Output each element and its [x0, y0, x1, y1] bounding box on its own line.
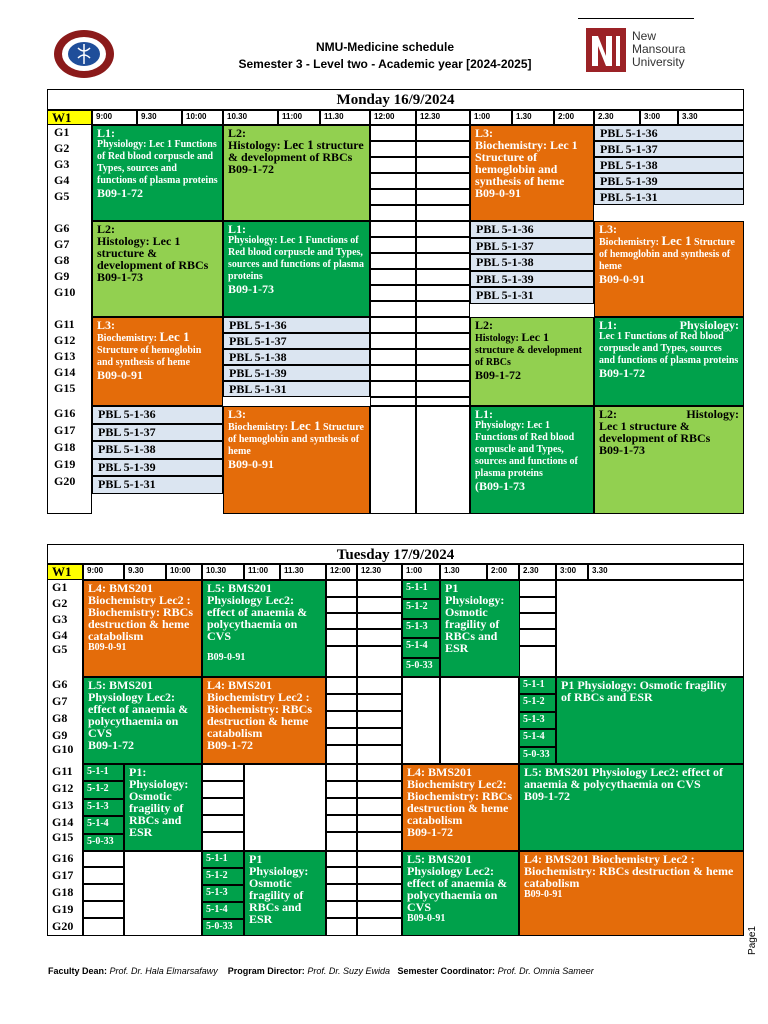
practical-room-code: 5-1-4	[202, 902, 244, 919]
empty-cell	[357, 918, 402, 936]
practical-room-code: 5-1-1	[519, 677, 556, 694]
pbl-room-cell: PBL 5-1-39	[223, 365, 370, 381]
group-label: G7	[54, 237, 70, 251]
empty-cell	[83, 884, 124, 901]
dean-label: Faculty Dean	[48, 966, 105, 976]
time-header-cell: 1.30	[440, 564, 487, 580]
pbl-room-cell: PBL 5-1-37	[223, 333, 370, 349]
practical-room-code: 5-1-3	[202, 885, 244, 902]
time-header-cell: 11.30	[320, 110, 370, 125]
group-label: G4	[52, 628, 68, 642]
empty-cell	[357, 694, 402, 711]
pbl-room-cell: PBL 5-1-36	[470, 221, 594, 238]
pbl-room-cell: PBL 5-1-37	[92, 424, 223, 442]
time-header-cell: 3.30	[588, 564, 744, 580]
empty-cell	[357, 901, 402, 918]
empty-cell	[556, 580, 744, 677]
director-name: Prof. Dr. Suzy Ewida	[307, 966, 391, 976]
empty-cell	[416, 141, 470, 157]
pbl-room-cell: PBL 5-1-38	[223, 349, 370, 365]
pbl-room-cell: PBL 5-1-36	[92, 406, 223, 424]
logo-word-university: University	[632, 55, 685, 69]
empty-cell	[519, 580, 556, 597]
footer-signatures: Faculty Dean: Prof. Dr. Hala Elmarsafawy Program Director: Prof. Dr. Suzy Ewida Semester Coordinator: Prof. Dr. Omnia Sameer	[48, 966, 594, 976]
empty-cell	[326, 745, 357, 764]
tuesday-p1-physiology-g6-g10: P1 Physiology: Osmotic fragility of RBCs and ESR	[556, 677, 744, 764]
empty-cell	[416, 381, 470, 397]
practical-room-code: 5-1-4	[519, 729, 556, 746]
monday-l3-biochemistry-g1-g5: L3: Biochemistry: Lec 1 Structure of hemoglobin and synthesis of heme B09-0-91	[470, 125, 594, 221]
empty-cell	[370, 317, 416, 333]
pbl-room-cell: PBL 5-1-38	[594, 157, 744, 173]
left-university-seal	[50, 28, 118, 80]
group-label: G9	[54, 269, 70, 283]
empty-cell	[519, 646, 556, 677]
week-label-tuesday: W1	[47, 564, 83, 580]
empty-cell	[357, 815, 402, 832]
pbl-room-cell: PBL 5-1-31	[470, 287, 594, 304]
empty-cell	[202, 798, 244, 815]
empty-cell	[357, 745, 402, 764]
empty-cell	[370, 237, 416, 253]
group-label: G6	[54, 221, 70, 235]
time-header-cell: 3:00	[556, 564, 588, 580]
empty-cell	[416, 397, 470, 406]
empty-cell	[519, 629, 556, 646]
group-label: G18	[54, 440, 76, 454]
group-label: G19	[52, 902, 74, 916]
empty-cell	[416, 173, 470, 189]
pbl-room-cell: PBL 5-1-38	[92, 441, 223, 459]
monday-title: Monday 16/9/2024	[47, 89, 744, 110]
pbl-room-cell: PBL 5-1-31	[92, 476, 223, 494]
empty-cell	[326, 901, 357, 918]
empty-cell	[370, 157, 416, 173]
time-header-cell: 11:00	[244, 564, 280, 580]
tuesday-group-column	[47, 580, 83, 936]
monday-l3-biochemistry-g6-g10: L3: Biochemistry: Lec 1 Structure of hemoglobin and synthesis of heme B09-0-91	[594, 221, 744, 317]
tuesday-l4-biochemistry-g11-g15: L4: BMS201 Biochemistry Lec2: Biochemistry: RBCs destruction & heme catabolism B09-1-72	[402, 764, 519, 851]
empty-cell	[357, 884, 402, 901]
empty-cell	[370, 365, 416, 381]
empty-cell	[326, 884, 357, 901]
time-header-cell: 9.30	[137, 110, 182, 125]
empty-cell	[370, 285, 416, 301]
group-label: G9	[52, 728, 68, 742]
tuesday-l4-biochemistry-g1-g5: L4: BMS201 Biochemistry Lec2 : Biochemistry: RBCs destruction & heme catabolism B09-0-91	[83, 580, 202, 677]
group-label: G13	[52, 798, 74, 812]
empty-cell	[370, 205, 416, 221]
tuesday-title: Tuesday 17/9/2024	[47, 544, 744, 564]
empty-cell	[370, 333, 416, 349]
pbl-room-cell: PBL 5-1-39	[594, 173, 744, 189]
time-header-cell: 9:00	[92, 110, 137, 125]
empty-cell	[357, 597, 402, 613]
empty-cell	[416, 301, 470, 317]
empty-cell	[357, 629, 402, 646]
group-label: G6	[52, 677, 68, 691]
tuesday-l5-physiology-g11-g15: L5: BMS201 Physiology Lec2: effect of anaemia & polycythaemia on CVS B09-1-72	[519, 764, 744, 851]
pbl-room-cell: PBL 5-1-37	[470, 238, 594, 255]
group-label: G14	[54, 365, 76, 379]
empty-cell	[202, 832, 244, 851]
group-label: G2	[52, 596, 68, 610]
schedule-title: NMU-Medicine schedule	[315, 40, 455, 54]
time-header-cell: 10:00	[166, 564, 202, 580]
empty-cell	[83, 918, 124, 936]
group-label: G17	[54, 423, 76, 437]
empty-cell	[416, 189, 470, 205]
empty-cell	[357, 728, 402, 745]
empty-cell	[326, 851, 357, 867]
empty-cell	[326, 677, 357, 694]
empty-cell	[357, 798, 402, 815]
practical-room-code: 5-1-2	[83, 781, 124, 798]
time-header-cell: 10.30	[223, 110, 278, 125]
empty-cell	[202, 815, 244, 832]
time-header-cell: 10.30	[202, 564, 244, 580]
group-label: G11	[54, 317, 75, 331]
group-label: G10	[54, 285, 76, 299]
empty-cell	[370, 173, 416, 189]
group-label: G16	[52, 851, 74, 865]
empty-cell	[326, 711, 357, 728]
empty-cell	[370, 397, 416, 406]
empty-cell	[357, 580, 402, 597]
practical-room-code: 5-0-33	[83, 834, 124, 851]
empty-cell	[416, 285, 470, 301]
time-header-cell: 1:00	[470, 110, 512, 125]
time-header-cell: 2.30	[519, 564, 556, 580]
practical-room-code: 5-0-33	[402, 658, 440, 677]
empty-cell	[357, 832, 402, 851]
group-label: G5	[54, 189, 70, 203]
dean-name: Prof. Dr. Hala Elmarsafawy	[109, 966, 218, 976]
empty-cell	[402, 677, 440, 764]
time-header-cell: 1:00	[402, 564, 440, 580]
empty-cell	[124, 851, 202, 936]
group-label: G3	[54, 157, 70, 171]
time-header-cell: 9:00	[83, 564, 124, 580]
monday-l1-physiology-g1-g5: L1: Physiology: Lec 1 Functions of Red blood corpuscle and Types, sources and functions of plasma proteins B09-1-72	[92, 125, 223, 221]
schedule-subtitle: Semester 3 - Level two - Academic year [2024-2025]	[238, 57, 532, 71]
pbl-room-cell: PBL 5-1-39	[470, 271, 594, 288]
empty-cell	[326, 728, 357, 745]
empty-cell	[326, 832, 357, 851]
group-label: G20	[52, 919, 74, 933]
group-label: G8	[52, 711, 68, 725]
empty-cell	[416, 349, 470, 365]
group-label: G12	[52, 781, 74, 795]
empty-cell	[326, 918, 357, 936]
empty-cell	[83, 901, 124, 918]
practical-room-code: 5-0-33	[202, 919, 244, 936]
time-header-cell: 2.30	[594, 110, 640, 125]
empty-cell	[416, 333, 470, 349]
tuesday-p1-physiology-g1-g5: P1 Physiology: Osmotic fragility of RBCs and ESR	[440, 580, 520, 677]
empty-cell	[370, 301, 416, 317]
empty-cell	[519, 597, 556, 613]
empty-cell	[357, 781, 402, 798]
group-label: G12	[54, 333, 76, 347]
monday-l1-physiology-g16-g20: L1: Physiology: Lec 1 Functions of Red blood corpuscle and Types, sources and functions of plasma proteins (B09-1-73	[470, 406, 594, 514]
empty-cell	[83, 851, 124, 867]
week-label-monday: W1	[47, 110, 92, 125]
group-label: G18	[52, 885, 74, 899]
empty-cell	[202, 764, 244, 781]
empty-cell	[83, 867, 124, 884]
group-label: G19	[54, 457, 76, 471]
empty-cell	[370, 381, 416, 397]
empty-cell	[440, 677, 519, 764]
time-header-cell: 2:00	[487, 564, 519, 580]
group-label: G11	[52, 764, 73, 778]
group-label: G2	[54, 141, 70, 155]
tuesday-p1-physiology-g16-g20: P1 Physiology: Osmotic fragility of RBCs and ESR	[244, 851, 326, 936]
empty-cell	[416, 317, 470, 333]
monday-l2-histology-g1-g5: L2: Histology: Lec 1 structure & development of RBCs B09-1-72	[223, 125, 370, 221]
empty-cell	[370, 269, 416, 285]
empty-cell	[416, 365, 470, 381]
tuesday-p1-physiology-g11-g15: P1: Physiology: Osmotic fragility of RBCs and ESR	[124, 764, 202, 851]
practical-room-code: 5-1-4	[83, 816, 124, 833]
empty-cell	[326, 629, 357, 646]
practical-room-code: 5-1-2	[519, 694, 556, 711]
time-header-cell: 1.30	[512, 110, 554, 125]
practical-room-code: 5-1-2	[402, 599, 440, 618]
practical-room-code: 5-1-4	[402, 638, 440, 657]
group-label: G7	[52, 694, 68, 708]
empty-cell	[357, 851, 402, 867]
empty-cell	[370, 125, 416, 141]
empty-cell	[326, 815, 357, 832]
empty-cell	[326, 867, 357, 884]
pbl-room-cell: PBL 5-1-36	[223, 317, 370, 333]
practical-room-code: 5-1-3	[83, 799, 124, 816]
group-label: G15	[54, 381, 76, 395]
group-label: G4	[54, 173, 70, 187]
empty-cell	[326, 646, 357, 677]
monday-l2-histology-g11-g15: L2: Histology: Lec 1 structure & development of RBCs B09-1-72	[470, 317, 594, 406]
empty-cell	[416, 221, 470, 237]
practical-room-code: 5-1-1	[202, 851, 244, 868]
empty-cell	[416, 205, 470, 221]
time-header-cell: 12:00	[370, 110, 416, 125]
empty-cell	[370, 141, 416, 157]
group-label: G16	[54, 406, 76, 420]
practical-room-code: 5-1-1	[83, 764, 124, 781]
header-rule	[578, 18, 694, 19]
practical-room-code: 5-1-3	[402, 619, 440, 638]
empty-cell	[416, 406, 470, 514]
empty-cell	[357, 867, 402, 884]
monday-l3-biochemistry-g11-g15: L3: Biochemistry: Lec 1 Structure of hemoglobin and synthesis of heme B09-0-91	[92, 317, 223, 406]
tuesday-l4-biochemistry-g16-g20: L4: BMS201 Biochemistry Lec2 : Biochemistry: RBCs destruction & heme catabolism B09-0-91	[519, 851, 744, 936]
group-label: G1	[52, 580, 68, 594]
empty-cell	[370, 349, 416, 365]
empty-cell	[519, 613, 556, 629]
empty-cell	[244, 764, 326, 851]
empty-cell	[357, 613, 402, 629]
empty-cell	[370, 221, 416, 237]
practical-room-code: 5-1-1	[402, 580, 440, 599]
pbl-room-cell: PBL 5-1-37	[594, 141, 744, 157]
monday-l2-histology-g6-g10: L2: Histology: Lec 1 structure & development of RBCs B09-1-73	[92, 221, 223, 317]
empty-cell	[370, 253, 416, 269]
empty-cell	[326, 764, 357, 781]
monday-l1-physiology-g11-g15: L1: Physiology: Lec 1 Functions of Red blood corpuscle and Types, sources and functions of plasma proteins B09-1-72	[594, 317, 744, 406]
empty-cell	[357, 677, 402, 694]
tuesday-l5-physiology-g1-g5: L5: BMS201 Physiology Lec2: effect of anaemia & polycythaemia on CVS B09-0-91	[202, 580, 326, 677]
group-label: G10	[52, 742, 74, 756]
time-header-cell: 12.30	[416, 110, 470, 125]
time-header-cell: 3:00	[640, 110, 678, 125]
empty-cell	[357, 711, 402, 728]
coordinator-name: Prof. Dr. Omnia Sameer	[497, 966, 594, 976]
empty-cell	[326, 597, 357, 613]
monday-group-column	[47, 125, 92, 514]
monday-l1-physiology-g6-g10: L1: Physiology: Lec 1 Functions of Red blood corpuscle and Types, sources and functions of plasma proteins B09-1-73	[223, 221, 370, 317]
empty-cell	[326, 781, 357, 798]
tuesday-l4-biochemistry-g6-g10: L4: BMS201 Biochemistry Lec2 : Biochemistry: RBCs destruction & heme catabolism B09-1-72	[202, 677, 326, 764]
group-label: G1	[54, 125, 70, 139]
empty-cell	[326, 580, 357, 597]
coordinator-label: Semester Coordinator:	[397, 966, 496, 976]
practical-room-code: 5-0-33	[519, 747, 556, 764]
empty-cell	[416, 269, 470, 285]
group-label: G17	[52, 868, 74, 882]
pbl-room-cell: PBL 5-1-39	[92, 459, 223, 477]
practical-room-code: 5-1-3	[519, 712, 556, 729]
group-label: G15	[52, 830, 74, 844]
practical-room-code: 5-1-2	[202, 868, 244, 885]
time-header-cell: 2:00	[554, 110, 594, 125]
tuesday-l5-physiology-g6-g10: L5: BMS201 Physiology Lec2: effect of anaemia & polycythaemia on CVS B09-1-72	[83, 677, 202, 764]
monday-l2-histology-g16-g20: L2: Histology: Lec 1 structure & development of RBCs B09-1-73	[594, 406, 744, 514]
empty-cell	[416, 237, 470, 253]
monday-l3-biochemistry-g16-g20: L3: Biochemistry: Lec 1 Structure of hemoglobin and synthesis of heme B09-0-91	[223, 406, 370, 514]
group-label: G8	[54, 253, 70, 267]
empty-cell	[370, 406, 416, 514]
time-header-cell: 12.30	[357, 564, 402, 580]
group-label: G13	[54, 349, 76, 363]
empty-cell	[357, 646, 402, 677]
time-header-cell: 12:00	[326, 564, 357, 580]
time-header-cell: 11:00	[278, 110, 320, 125]
group-label: G3	[52, 612, 68, 626]
empty-cell	[326, 798, 357, 815]
empty-cell	[370, 189, 416, 205]
empty-cell	[326, 613, 357, 629]
tuesday-l5-physiology-g16-g20: L5: BMS201 Physiology Lec2: effect of anaemia & polycythaemia on CVS B09-0-91	[402, 851, 519, 936]
director-label: Program Director:	[227, 966, 305, 976]
page-number: Page1	[746, 926, 758, 955]
time-header-cell: 3.30	[678, 110, 744, 125]
logo-word-mansoura: Mansoura	[632, 42, 686, 56]
pbl-room-cell: PBL 5-1-38	[470, 254, 594, 271]
nmu-logo	[586, 28, 696, 74]
pbl-room-cell: PBL 5-1-36	[594, 125, 744, 141]
empty-cell	[416, 253, 470, 269]
empty-cell	[416, 125, 470, 141]
pbl-room-cell: PBL 5-1-31	[594, 189, 744, 205]
pbl-room-cell: PBL 5-1-31	[223, 381, 370, 397]
empty-cell	[326, 694, 357, 711]
time-header-cell: 10:00	[182, 110, 223, 125]
logo-word-new: New	[632, 29, 657, 43]
group-label: G5	[52, 642, 68, 656]
empty-cell	[202, 781, 244, 798]
group-label: G14	[52, 815, 74, 829]
group-label: G20	[54, 474, 76, 488]
time-header-cell: 9.30	[124, 564, 166, 580]
time-header-cell: 11.30	[280, 564, 326, 580]
empty-cell	[416, 157, 470, 173]
empty-cell	[357, 764, 402, 781]
